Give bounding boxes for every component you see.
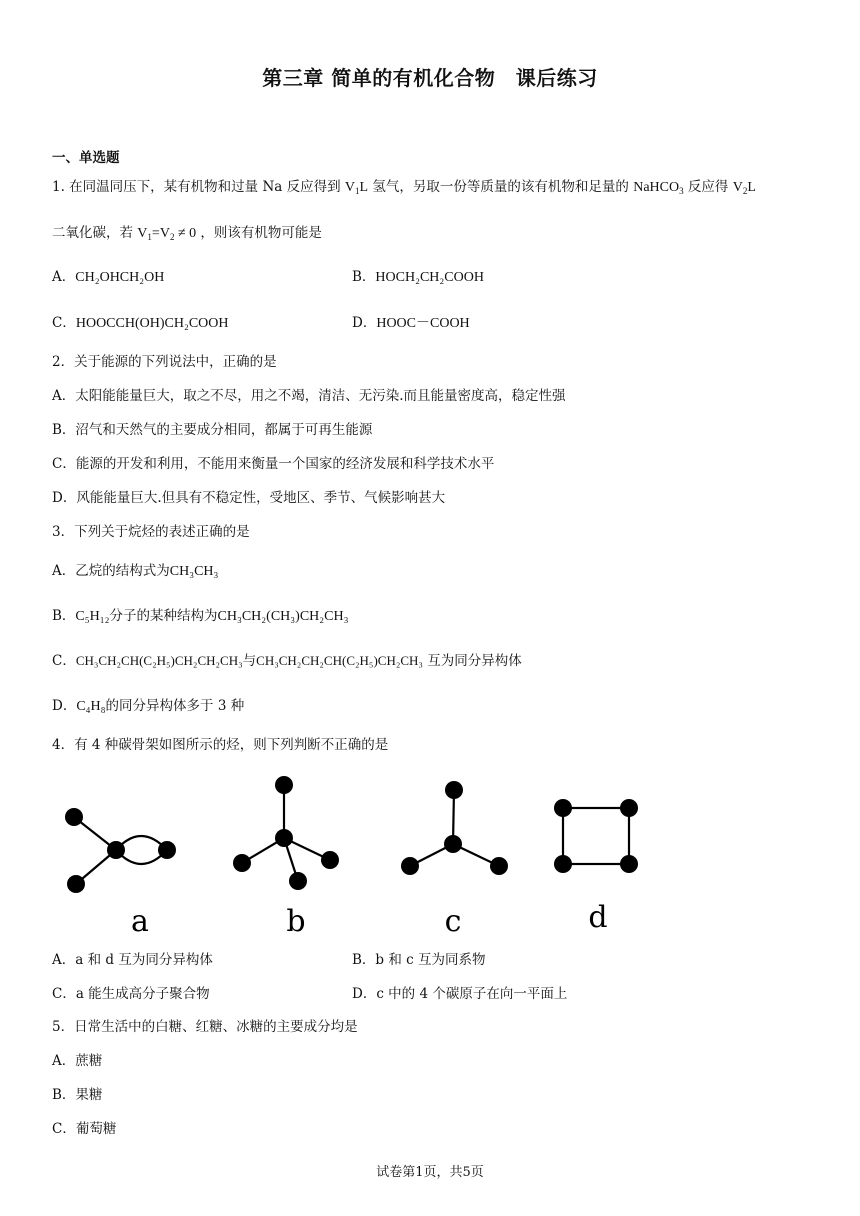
q3-option-d[interactable] bbox=[52, 697, 244, 716]
q1-stem-c: 反应得 bbox=[687, 179, 729, 195]
q5-option-a[interactable]: A．蔗糖 bbox=[52, 1053, 103, 1069]
q3-option-d-formula: C₄H₈ bbox=[76, 699, 106, 714]
q1-stem-a: 1. 在同温同压下，某有机物和过量 Na 反应得到 bbox=[52, 179, 341, 195]
q3-stem: 3．下列关于烷烃的表述正确的是 bbox=[52, 524, 250, 540]
skeleton-b-atoms bbox=[233, 776, 339, 890]
q3-option-a[interactable] bbox=[52, 562, 218, 581]
page-title: 第三章 简单的有机化合物 课后练习 bbox=[262, 66, 598, 90]
q5-option-b[interactable]: B．果糖 bbox=[52, 1087, 103, 1103]
q2-option-d[interactable]: D．风能能量巨大.但具有不稳定性，受地区、季节、气候影响甚大 bbox=[52, 490, 446, 506]
figure-label-b: b bbox=[286, 904, 306, 939]
q3-option-b-formula1: C₅H₁₂ bbox=[75, 609, 110, 624]
q1-option-a-label: A． bbox=[52, 269, 76, 285]
figure-label-c: c bbox=[444, 904, 462, 939]
q3-option-c-formula2: CH₃CH₂CH₂CH(C₂H₅)CH₂CH₃ bbox=[256, 653, 423, 668]
q4-option-c[interactable]: C．a 能生成高分子聚合物 bbox=[52, 986, 210, 1002]
q1-option-b-formula: HOCH₂CH₂COOH bbox=[375, 270, 484, 285]
q3-option-c-mid: 与 bbox=[242, 653, 257, 669]
skeleton-c-atoms bbox=[401, 781, 508, 875]
q3-option-c[interactable] bbox=[52, 652, 522, 670]
q1-nahco3-formula: NaHCO$_3$ bbox=[633, 180, 684, 196]
q1-option-c-label: C． bbox=[52, 315, 76, 331]
q1-option-b[interactable] bbox=[352, 268, 484, 287]
q5-stem: 5．日常生活中的白糖、红糖、冰糖的主要成分均是 bbox=[52, 1019, 358, 1035]
q1-option-a-formula: CH₂OHCH₂OH bbox=[75, 270, 165, 285]
q4-option-a[interactable]: A．a 和 d 互为同分异构体 bbox=[52, 952, 213, 968]
page-footer: 试卷第1页，共5页 bbox=[376, 1165, 484, 1180]
q3-option-c-formula1: CH₃CH₂CH(C₂H₅)CH₂CH₂CH₃ bbox=[75, 653, 243, 668]
q3-option-b-formula2: CH₃CH₂(CH₃)CH₂CH₃ bbox=[217, 609, 349, 624]
q1-option-b-label: B． bbox=[352, 269, 376, 285]
skeleton-a-atoms bbox=[65, 808, 176, 893]
q1-v2-formula: $V_2L$ bbox=[732, 180, 756, 196]
q3-option-c-tail: 互为同分异构体 bbox=[427, 653, 522, 669]
q3-option-b-label: B． bbox=[52, 608, 76, 624]
q1-stem-b: 氢气，另取一份等质量的该有机物和足量的 bbox=[372, 179, 629, 195]
q2-option-a[interactable]: A．太阳能能量巨大，取之不尽，用之不竭，清洁、无污染.而且能量密度高，稳定性强 bbox=[52, 388, 566, 404]
q1-option-c[interactable] bbox=[52, 314, 229, 333]
q1-stem-line2 bbox=[52, 224, 322, 243]
figure-label-a: a bbox=[131, 904, 149, 939]
q1-v1-formula: $V_1L$ bbox=[344, 180, 369, 196]
q2-option-c[interactable]: C．能源的开发和利用，不能用来衡量一个国家的经济发展和科学技术水平 bbox=[52, 456, 495, 472]
q1-stem-line1 bbox=[52, 178, 756, 197]
carbon-skeleton-figure bbox=[52, 765, 672, 940]
q5-option-c[interactable]: C．葡萄糖 bbox=[52, 1121, 117, 1137]
q4-stem: 4．有 4 种碳骨架如图所示的烃，则下列判断不正确的是 bbox=[52, 737, 389, 753]
q3-option-a-formula: CH₃CH₃ bbox=[169, 564, 219, 579]
q1-stem-d: 二氧化碳，若 bbox=[52, 225, 133, 241]
q3-option-d-tail: 的同分异构体多于 3 种 bbox=[105, 698, 245, 714]
q3-option-c-label: C． bbox=[52, 653, 76, 669]
q1-condition-formula: $V_1=V_2 \ne 0$ bbox=[137, 226, 197, 242]
q1-stem-e: ，则该有机物可能是 bbox=[200, 225, 322, 241]
q3-option-b-mid: 分子的某种结构为 bbox=[109, 608, 218, 624]
q4-option-b[interactable]: B．b 和 c 互为同系物 bbox=[352, 952, 486, 968]
q1-option-d-label: D． bbox=[352, 315, 377, 331]
q1-option-a[interactable] bbox=[52, 268, 164, 287]
q2-option-b[interactable]: B．沼气和天然气的主要成分相同，都属于可再生能源 bbox=[52, 422, 373, 438]
section-heading: 一、单选题 bbox=[52, 150, 120, 166]
skeleton-c bbox=[410, 790, 499, 866]
q2-stem: 2．关于能源的下列说法中，正确的是 bbox=[52, 354, 277, 370]
q3-option-d-label: D． bbox=[52, 698, 77, 714]
q1-option-c-formula: HOOCCH(OH)CH₂COOH bbox=[75, 316, 229, 331]
figure-label-d: d bbox=[588, 900, 608, 935]
skeleton-d bbox=[563, 808, 629, 864]
skeleton-d-atoms bbox=[554, 799, 638, 873]
q1-option-d[interactable] bbox=[352, 314, 470, 333]
q3-option-a-label: A．乙烷的结构式为 bbox=[52, 563, 170, 579]
q4-option-d[interactable]: D．c 中的 4 个碳原子在向一平面上 bbox=[352, 986, 568, 1002]
q1-option-d-formula: HOOC－COOH bbox=[376, 316, 470, 331]
q3-option-b[interactable] bbox=[52, 607, 349, 626]
